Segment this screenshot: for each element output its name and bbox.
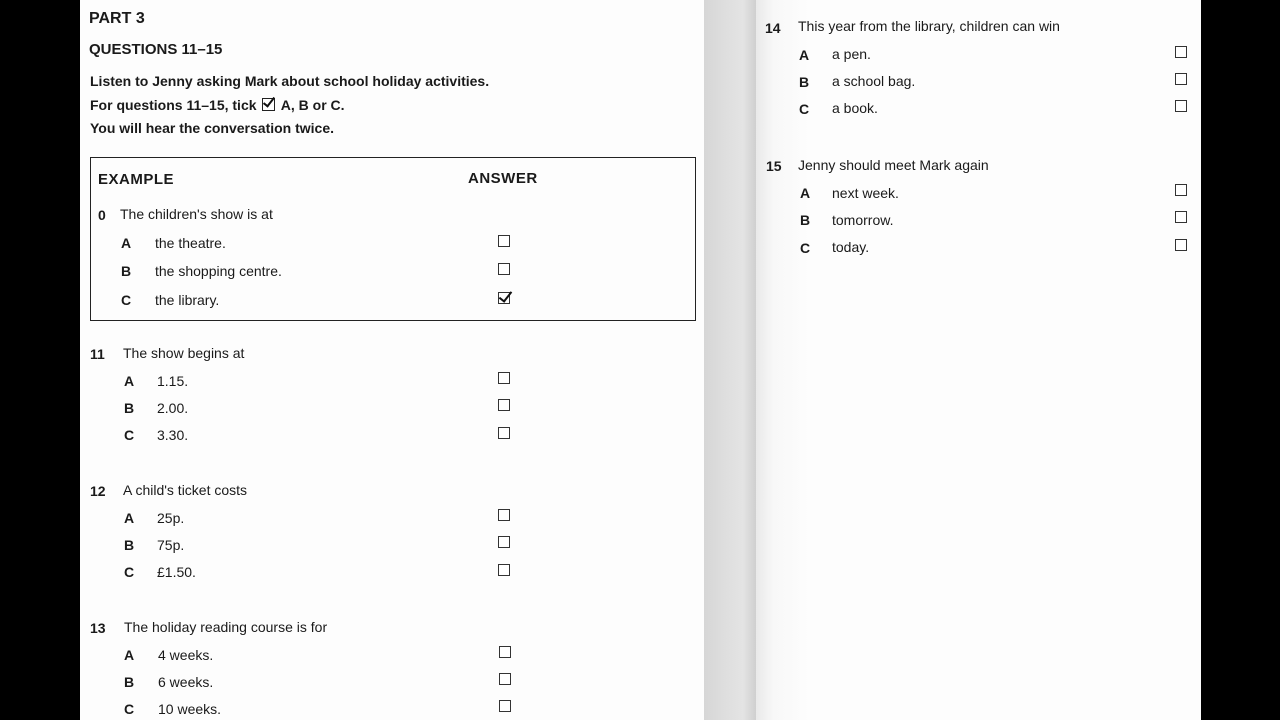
question-number: 14 [765, 20, 781, 36]
option-letter: B [799, 74, 810, 90]
answer-checkbox[interactable] [1175, 73, 1187, 85]
answer-checkbox[interactable] [498, 509, 510, 521]
option-letter: B [124, 674, 135, 690]
question-number: 13 [90, 620, 106, 636]
questions-heading: QUESTIONS 11–15 [89, 41, 223, 58]
tick-box-icon [262, 98, 275, 111]
answer-checkbox[interactable] [498, 427, 510, 439]
option-letter: B [800, 212, 811, 228]
question-stem: Jenny should meet Mark again [798, 157, 989, 173]
option-letter: C [121, 292, 132, 308]
option-text: the shopping centre. [155, 263, 282, 279]
answer-label: ANSWER [468, 170, 538, 187]
book-gutter [704, 0, 756, 720]
option-text: 25p. [157, 510, 185, 526]
answer-checkbox[interactable] [499, 673, 511, 685]
answer-checkbox[interactable] [1175, 46, 1187, 58]
instruction-line-1: Listen to Jenny asking Mark about school holiday activities. [90, 73, 490, 89]
left-page [80, 0, 704, 720]
option-text: the theatre. [155, 235, 226, 251]
question-stem: This year from the library, children can win [798, 18, 1060, 34]
option-text: a pen. [832, 46, 871, 62]
example-number: 0 [98, 207, 106, 223]
option-letter: A [799, 47, 810, 63]
answer-checkbox[interactable] [1175, 239, 1187, 251]
answer-checkbox[interactable] [498, 263, 510, 275]
option-text: £1.50. [157, 564, 196, 580]
option-text: today. [832, 239, 870, 255]
question-number: 12 [90, 483, 106, 499]
option-letter: C [124, 701, 135, 717]
answer-checkbox[interactable] [498, 235, 510, 247]
option-text: 75p. [157, 537, 185, 553]
instruction-line-2 [90, 97, 345, 113]
option-letter: A [124, 647, 135, 663]
question-stem: The show begins at [123, 345, 245, 361]
option-text: next week. [832, 185, 899, 201]
question-number: 11 [90, 346, 105, 362]
answer-checkbox[interactable] [498, 399, 510, 411]
option-text: 1.15. [157, 373, 189, 389]
option-text: 6 weeks. [158, 674, 214, 690]
question-stem: A child's ticket costs [123, 482, 248, 498]
option-letter: C [124, 427, 135, 443]
option-text: 2.00. [157, 400, 189, 416]
example-label: EXAMPLE [98, 171, 175, 188]
answer-checkbox[interactable] [1175, 184, 1187, 196]
instruction-line-3: You will hear the conversation twice. [90, 120, 335, 136]
option-letter: B [121, 263, 132, 279]
option-text: a book. [832, 100, 878, 116]
option-letter: A [124, 510, 135, 526]
option-letter: A [121, 235, 132, 251]
example-stem: The children's show is at [120, 206, 273, 222]
option-letter: C [124, 564, 135, 580]
answer-checkbox[interactable] [498, 372, 510, 384]
instruction-line-2-after: A, B or C. [280, 97, 345, 113]
answer-checkbox[interactable] [498, 536, 510, 548]
right-page [756, 0, 1201, 720]
option-letter: A [800, 185, 811, 201]
answer-checkbox[interactable] [1175, 211, 1187, 223]
question-stem: The holiday reading course is for [124, 619, 328, 635]
answer-checkbox[interactable] [499, 700, 511, 712]
part-heading: PART 3 [89, 10, 145, 27]
answer-checkbox[interactable] [499, 646, 511, 658]
option-letter: A [124, 373, 135, 389]
answer-checkbox-ticked[interactable] [498, 292, 510, 304]
answer-checkbox[interactable] [498, 564, 510, 576]
option-text: 4 weeks. [158, 647, 214, 663]
answer-checkbox[interactable] [1175, 100, 1187, 112]
option-text: a school bag. [832, 73, 916, 89]
question-number: 15 [766, 158, 782, 174]
option-text: tomorrow. [832, 212, 894, 228]
option-text: 10 weeks. [158, 701, 222, 717]
option-letter: C [800, 240, 811, 256]
option-text: 3.30. [157, 427, 189, 443]
option-letter: B [124, 400, 135, 416]
option-letter: C [799, 101, 810, 117]
option-text: the library. [155, 292, 220, 308]
instruction-line-2-before: For questions 11–15, tick [90, 97, 257, 113]
option-letter: B [124, 537, 135, 553]
